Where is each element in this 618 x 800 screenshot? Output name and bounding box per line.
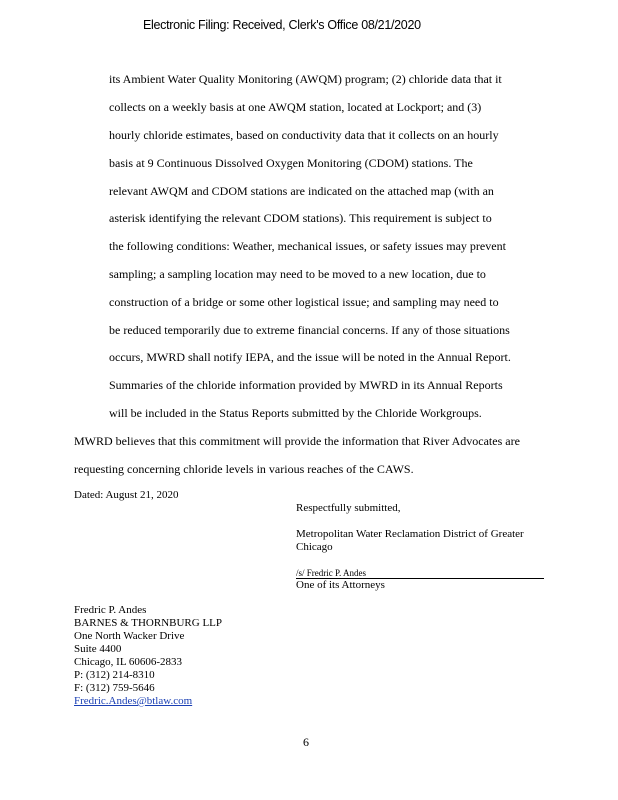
page-number: 6 xyxy=(303,735,309,749)
body-line: hourly chloride estimates, based on conductivity data that it collects on an hourly xyxy=(109,128,499,142)
signature-org-line2: Chicago xyxy=(296,541,333,553)
signature-signed: /s/ Fredric P. Andes xyxy=(296,568,367,578)
body-line: construction of a bridge or some other logistical issue; and sampling may need to xyxy=(109,295,499,309)
attorney-firm: BARNES & THORNBURG LLP xyxy=(74,617,223,629)
signature-org-line1: Metropolitan Water Reclamation District of Greater xyxy=(296,528,524,540)
attorney-suite: Suite 4400 xyxy=(74,643,122,655)
body-line: occurs, MWRD shall notify IEPA, and the issue will be noted in the Annual Report. xyxy=(109,350,511,364)
attorney-phone: P: (312) 214-8310 xyxy=(74,669,155,681)
body-line: Summaries of the chloride information provided by MWRD in its Annual Reports xyxy=(109,378,503,392)
body-line: its Ambient Water Quality Monitoring (AWQM) program; (2) chloride data that it xyxy=(109,72,502,86)
attorney-street: One North Wacker Drive xyxy=(74,630,185,642)
body-line: relevant AWQM and CDOM stations are indicated on the attached map (with an xyxy=(109,184,494,198)
body-line: be reduced temporarily due to extreme financial concerns. If any of those situations xyxy=(109,323,510,337)
attorney-email-link[interactable]: Fredric.Andes@btlaw.com xyxy=(74,695,193,707)
attorney-fax: F: (312) 759-5646 xyxy=(74,682,155,694)
body-line: asterisk identifying the relevant CDOM stations). This requirement is subject to xyxy=(109,211,492,225)
dated-line: Dated: August 21, 2020 xyxy=(74,489,179,501)
signature-org xyxy=(296,528,524,554)
body-line: will be included in the Status Reports submitted by the Chloride Workgroups. xyxy=(109,406,482,420)
attorney-name: Fredric P. Andes xyxy=(74,604,147,616)
body-line: the following conditions: Weather, mechanical issues, or safety issues may prevent xyxy=(109,239,506,253)
signature-intro: Respectfully submitted, xyxy=(296,502,401,514)
body-line: sampling; a sampling location may need to be moved to a new location, due to xyxy=(109,267,486,281)
signature-role: One of its Attorneys xyxy=(296,579,385,591)
closing-line: requesting concerning chloride levels in various reaches of the CAWS. xyxy=(74,462,414,476)
attorney-city: Chicago, IL 60606-2833 xyxy=(74,656,183,668)
filing-stamp: Electronic Filing: Received, Clerk's Office 08/21/2020 xyxy=(143,18,421,32)
body-line: collects on a weekly basis at one AWQM station, located at Lockport; and (3) xyxy=(109,100,482,114)
attorney-block xyxy=(74,604,222,708)
closing-line: MWRD believes that this commitment will provide the information that River Advocates are xyxy=(74,434,520,448)
body-line: basis at 9 Continuous Dissolved Oxygen Monitoring (CDOM) stations. The xyxy=(109,156,473,170)
